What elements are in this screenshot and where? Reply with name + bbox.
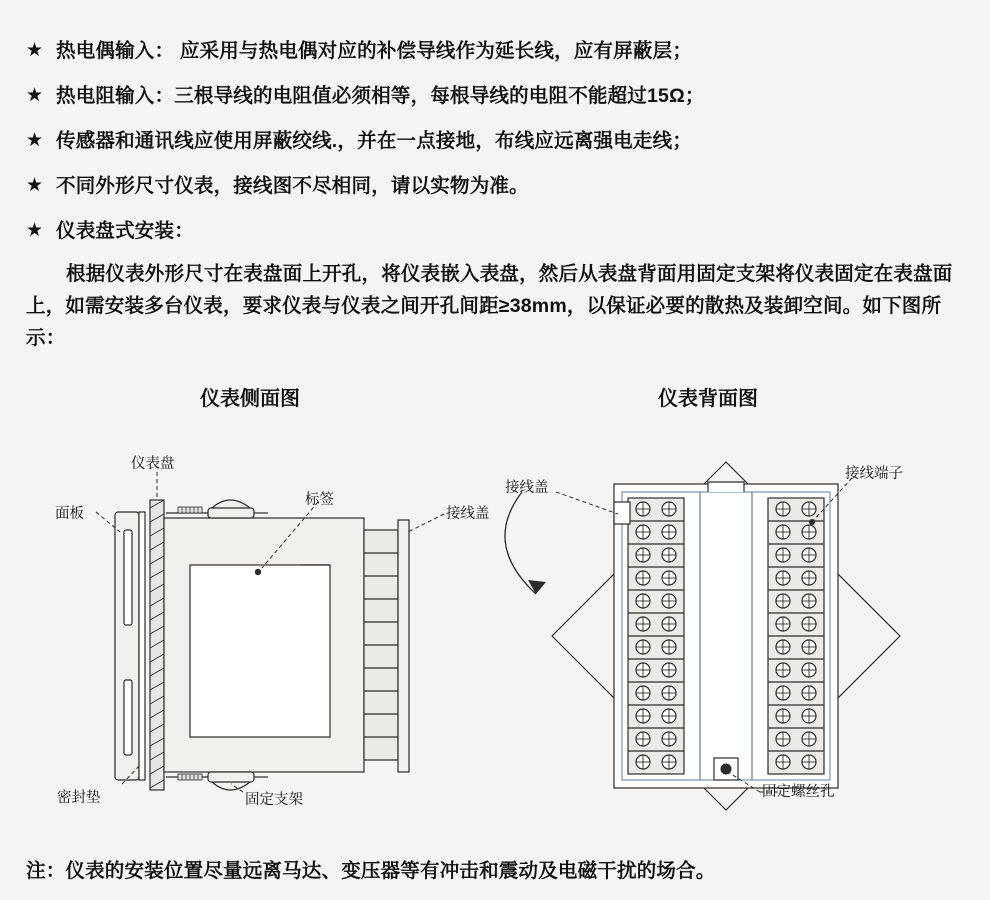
label-wiring-terminal: 接线端子 xyxy=(845,466,903,482)
figure-title-back: 仪表背面图 xyxy=(658,388,758,410)
figure-title-side: 仪表侧面图 xyxy=(200,388,300,410)
list-item-text: 仪表盘式安装： xyxy=(56,220,194,242)
label-fixing-bracket: 固定支架 xyxy=(245,792,303,808)
list-item xyxy=(26,83,966,109)
label-panel-board: 仪表盘 xyxy=(131,456,175,472)
list-item-text: 热电偶输入： 应采用与热电偶对应的补偿导线作为延长线，应有屏蔽层； xyxy=(56,40,693,62)
label-tag: 标签 xyxy=(305,492,334,508)
star-icon: ★ xyxy=(26,175,44,196)
installation-paragraph: 根据仪表外形尺寸在表盘面上开孔，将仪表嵌入表盘，然后从表盘背面用固定支架将仪表固定在表盘面上，如需安装多台仪表，要求仪表与仪表之间开孔间距≥38mm，以保证必要的散热及装卸空间。如下图所示： xyxy=(26,263,953,349)
figure-area xyxy=(0,380,990,840)
instrument-diagrams xyxy=(0,380,990,840)
star-icon: ★ xyxy=(26,220,44,241)
label-wiring-cover-back: 接线盖 xyxy=(505,480,549,496)
label-fixing-screw-hole: 固定螺丝孔 xyxy=(762,784,835,800)
star-icon: ★ xyxy=(26,85,44,106)
star-icon: ★ xyxy=(26,40,44,61)
label-seal-gasket: 密封垫 xyxy=(57,790,101,806)
star-icon: ★ xyxy=(26,130,44,151)
bullet-list xyxy=(26,38,966,263)
list-item-text: 热电阻输入：三根导线的电阻值必须相等，每根导线的电阻不能超过15Ω； xyxy=(56,85,705,107)
list-item-text: 传感器和通讯线应使用屏蔽绞线.，并在一点接地，布线应远离强电走线； xyxy=(56,130,693,152)
label-wiring-cover: 接线盖 xyxy=(446,506,490,522)
list-item xyxy=(26,38,966,64)
list-item xyxy=(26,218,966,244)
list-item xyxy=(26,128,966,154)
list-item-text: 不同外形尺寸仪表，接线图不尽相同，请以实物为准。 xyxy=(56,175,529,197)
list-item xyxy=(26,173,966,199)
label-face-plate: 面板 xyxy=(55,506,84,522)
footer-note: 注：仪表的安装位置尽量远离马达、变压器等有冲击和震动及电磁干扰的场合。 xyxy=(26,860,716,882)
